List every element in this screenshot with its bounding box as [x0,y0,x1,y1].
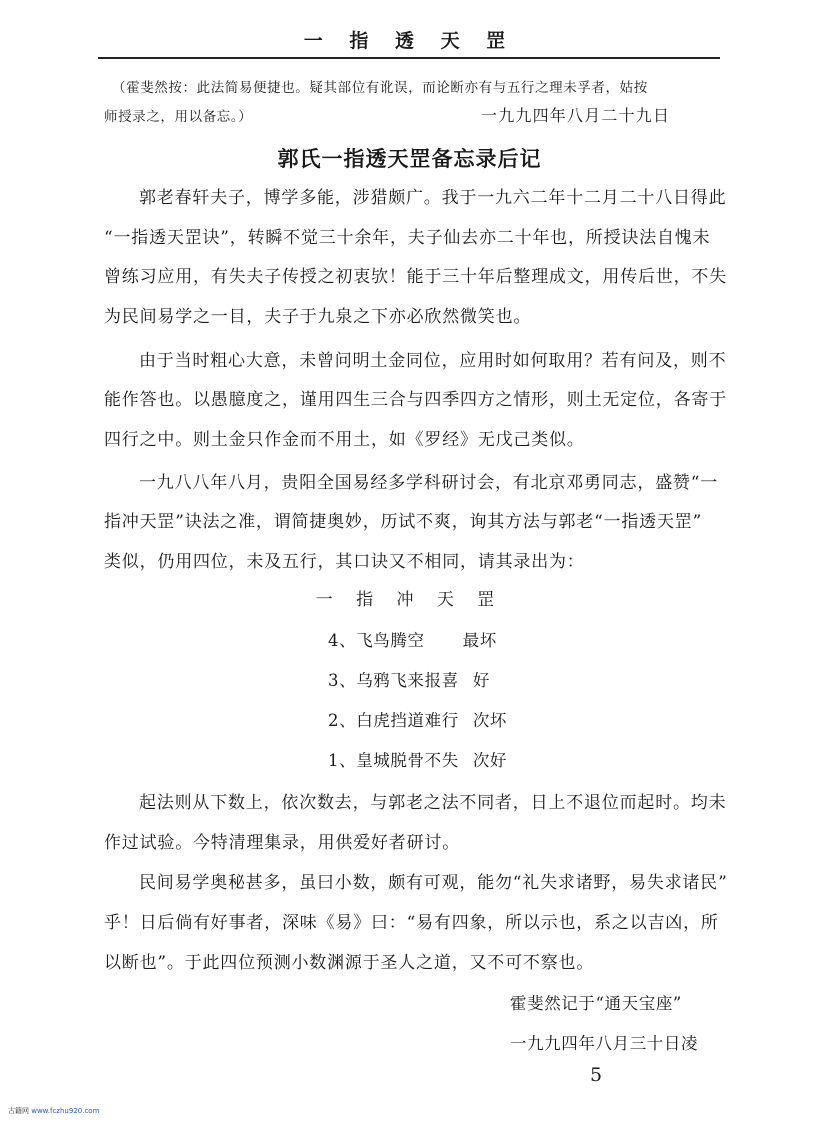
footer-watermark[interactable] [8,1106,99,1116]
footer-url-link[interactable]: www.fczhu920.com [31,1107,100,1115]
list-item-rank: 最坏 [462,631,497,650]
paragraph-4-line-2: 作过试验。今特清理集录，用供爱好者研讨。 [104,833,460,853]
running-head-title: 一 指 透 天 罡 [303,30,516,52]
paragraph-5-line-3: 以断也”。于此四位预测小数渊源于圣人之道，又不可不察也。 [104,953,595,973]
paragraph-5-line-2: 乎！日后倘有好事者，深味《易》曰：“易有四象，所以示也，系之以吉凶，所 [104,913,719,933]
paragraph-2-line-1: 由于当时粗心大意，未曾问明土金同位，应用时如何取用？若有问及，则不 [139,351,727,371]
list-title: 一 指 冲 天 罡 [315,590,504,610]
list-item-label: 1、皇城脱骨不失 [328,751,459,770]
footer-site-name: 古籍网 [8,1107,29,1115]
list-item [328,667,490,691]
paragraph-3-line-1: 一九八八年八月，贵阳全国易经多学科研讨会，有北京邓勇同志，盛赞“一 [139,473,719,493]
paragraph-3-line-2: 指冲天罡”诀法之准，谓简捷奥妙，历试不爽，询其方法与郭老“一指透天罡” [104,512,703,532]
list-item [328,707,507,731]
header-rule [98,57,720,59]
paragraph-1-line-3: 曾练习应用，有失夫子传授之初衷欤！能于三十年后整理成文，用传后世，不失 [104,267,727,287]
paragraph-2-line-2: 能作答也。以愚臆度之，谨用四生三合与四季四方之情形，则土无定位，各寄于 [104,390,727,410]
paragraph-2-line-3: 四行之中。则土金只作金而不用土，如《罗经》无戊己类似。 [104,430,585,450]
paragraph-4-line-1: 起法则从下数上，依次数去，与郭老之法不同者，日上不退位而起时。均未 [139,793,727,813]
note-line-2: 师授录之，用以备忘。） [104,109,253,125]
list-item [328,627,497,651]
list-item-label: 2、白虎挡道难行 [328,711,459,730]
list-item-label: 3、乌鸦飞来报喜 [328,671,459,690]
paragraph-5-line-1: 民间易学奥秘甚多，虽曰小数，颇有可观，能勿“礼失求诸野，易失求诸民” [139,873,728,893]
page-number: 5 [590,1064,603,1086]
paragraph-1-line-1: 郭老春轩夫子，博学多能，涉猎颇广。我于一九六二年十二月二十八日得此 [139,188,727,208]
list-item-rank: 好 [472,671,490,690]
list-item-rank: 次好 [472,751,508,770]
list-item-label: 4、飞鸟腾空 [328,631,425,650]
note-line-1: （霍斐然按：此法简易便捷也。疑其部位有讹误，而论断亦有与五行之理未孚者，姑按 [112,80,648,96]
signature-line-1: 霍斐然记于“通天宝座” [510,994,682,1013]
signature-date: 一九九四年八月三十日凌 [510,1034,699,1053]
list-item-rank: 次坏 [472,711,508,730]
section-title: 郭氏一指透天罡备忘录后记 [277,147,542,171]
paragraph-1-line-4: 为民间易学之一目，夫子于九泉之下亦必欣然微笑也。 [104,307,532,327]
note-date: 一九九四年八月二十九日 [481,106,671,125]
paragraph-1-line-2: “一指透天罡诀”，转瞬不觉三十余年，夫子仙去亦二十年也，所授诀法自愧未 [104,228,711,248]
list-item [328,747,507,771]
paragraph-3-line-3: 类似，仍用四位，未及五行，其口诀又不相同，请其录出为： [104,552,585,572]
